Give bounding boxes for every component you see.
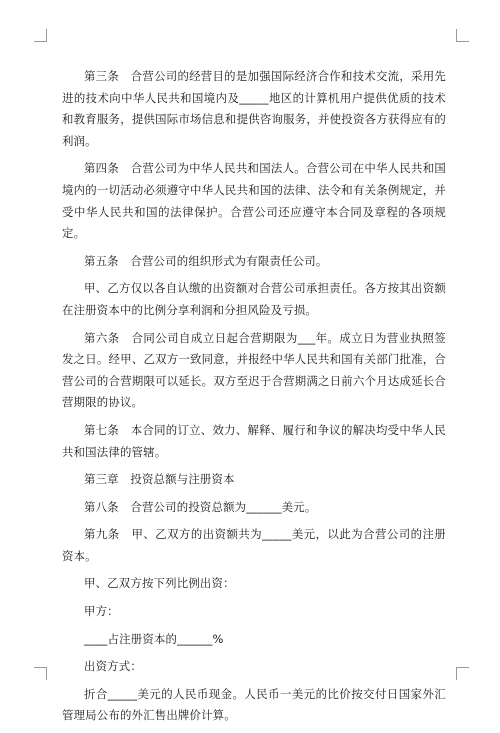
article-9: 第九条 甲、乙双方的出资额共为_____美元，以此为合营公司的注册资本。 <box>62 527 446 563</box>
crop-mark-top-right <box>456 29 469 42</box>
contribution-method-label: 出资方式： <box>84 659 142 674</box>
article-3: 第三条 合营公司的经营目的是加强国际经济合作和技术交流，采用先进的技术向中华人民共和国境内及_____地区的计算机用户提供优质的技术和教育服务，提供国际市场信息和提供咨询服务，并使投资各方获得应有的利润。 <box>62 69 446 148</box>
contribution-ratio-intro: 甲、乙双方按下列比例出资： <box>84 576 235 591</box>
crop-mark-bottom-right <box>456 667 469 680</box>
crop-mark-bottom-left <box>34 667 47 680</box>
party-a-label: 甲方： <box>84 604 119 619</box>
liability-paragraph: 甲、乙方仅以各自认缴的出资额对合营公司承担责任。各方按其出资额在注册资本中的比例分享利润和分担风险及亏损。 <box>62 281 446 317</box>
crop-mark-top-left <box>34 29 47 42</box>
article-8: 第八条 合营公司的投资总额为______美元。 <box>84 499 317 514</box>
document-body <box>62 66 446 733</box>
rmb-cash-contribution: 折合_____美元的人民币现金。人民币一美元的比价按交付日国家外汇管理局公布的外汇售出牌价计算。 <box>62 686 446 723</box>
article-5: 第五条 合营公司的组织形式为有限责任公司。 <box>84 253 328 268</box>
article-6: 第六条 合同公司自成立日起合营期限为___年。成立日为营业执照签发之日。经甲、乙双方一致同意，并报经中华人民共和国有关部门批准，合营公司的合营期限可以延长。双方至迟于合营期满之日前六个月达成延长合营期限的协议。 <box>62 330 446 410</box>
article-7: 第七条 本合同的订立、效力、解释、履行和争议的解决均受中华人民共和国法律的管辖。 <box>62 422 446 459</box>
article-4: 第四条 合营公司为中华人民共和国法人。合营公司在中华人民共和国境内的一切活动必须遵守中华人民共和国的法律、法令和有关条例规定，并受中华人民共和国的法律保护。合营公司还应遵守本合同及章程的各项规定。 <box>62 161 446 241</box>
party-a-share: ____占注册资本的______% <box>84 631 224 646</box>
chapter-3-heading: 第三章 投资总额与注册资本 <box>84 472 235 487</box>
